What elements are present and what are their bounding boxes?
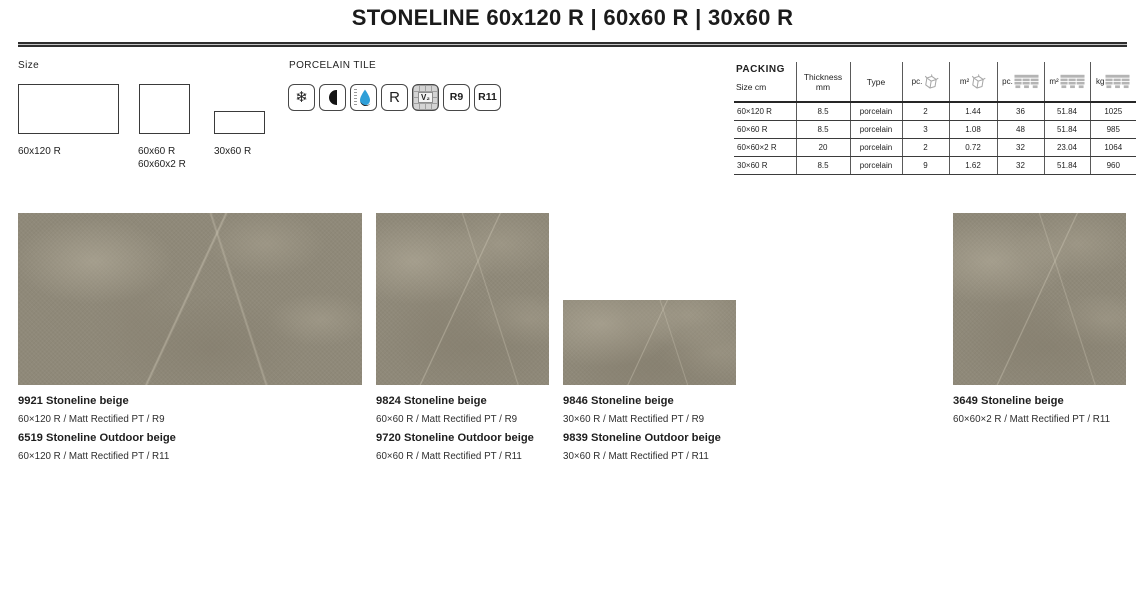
pc-box-unit-label: pc. [911,77,923,86]
packing-row-60x120 [734,102,1136,120]
pallet-icon [1105,74,1130,90]
packing-header-pc-box [902,62,949,102]
product-name: 9824 Stoneline beige [376,395,487,407]
packing-header-pc-pallet [997,62,1044,102]
cell-type: porcelain [850,120,902,138]
pc-pallet-unit-label: pc. [1002,77,1013,86]
product-spec: 30×60 R / Matt Rectified PT / R9 [563,413,705,425]
product-name: 9839 Stoneline Outdoor beige [563,432,721,445]
size-caption-30x60: 30x60 R [214,146,252,157]
cell-thickness: 8.5 [796,156,850,174]
thickness-header-label: Thickness mm [803,71,843,92]
cell-pc-box: 2 [902,138,949,156]
size-caption-60x120: 60x120 R [18,146,61,157]
type-header-label: Type [866,76,886,87]
snowflake-glyph: ❄ [295,89,308,106]
shade-variation-icon [319,84,346,111]
water-drop-glyph [357,89,373,107]
product-spec: 60×60 R / Matt Rectified PT / R9 [376,413,518,425]
packing-row-60x60x2 [734,138,1136,156]
packing-header-row [734,62,1136,102]
cell-pc-pallet: 32 [997,138,1044,156]
product-column-60x120 [18,392,176,467]
packing-header-kg-pallet [1090,62,1136,102]
cell-pc-pallet: 48 [997,120,1044,138]
cell-pc-box: 3 [902,120,949,138]
slip-rating-r11-icon [474,84,501,111]
product-spec: 60×60×2 R / Matt Rectified PT / R11 [953,413,1111,425]
product-column-30x60 [563,392,721,467]
product-name: 9921 Stoneline beige [18,395,129,407]
size-caption-60x60-line2: 60x60x2 R [138,159,186,170]
cell-thickness: 8.5 [796,102,850,120]
packing-row-30x60 [734,156,1136,174]
cell-type: porcelain [850,138,902,156]
cell-m2-pallet: 51.84 [1044,120,1090,138]
cell-m2-box: 1.08 [949,120,997,138]
title-divider [18,42,1127,47]
product-name: 9720 Stoneline Outdoor beige [376,432,534,445]
cell-size: 30×60 R [734,156,796,174]
m2-pallet-unit-label: m² [1049,77,1059,86]
cell-m2-box: 1.62 [949,156,997,174]
size-outline-60x60 [139,84,190,134]
cell-m2-pallet: 51.84 [1044,102,1090,120]
size-section-label: Size [18,60,40,71]
cell-type: porcelain [850,102,902,120]
product-spec: 30×60 R / Matt Rectified PT / R11 [563,451,709,463]
packing-header-thickness [796,62,850,102]
m2-box-unit-label: m² [959,77,970,86]
packing-title: PACKING [736,64,785,75]
product-column-60x60 [376,392,534,467]
cell-size: 60×60×2 R [734,138,796,156]
cell-pc-pallet: 32 [997,156,1044,174]
feature-icon-row [288,84,501,111]
cell-m2-pallet: 23.04 [1044,138,1090,156]
cell-size: 60×120 R [734,102,796,120]
tile-swatch-60x60x2 [953,213,1126,385]
product-spec: 60×120 R / Matt Rectified PT / R9 [18,413,165,425]
porcelain-tile-label: PORCELAIN TILE [289,60,377,71]
product-column-60x60x2 [953,392,1110,429]
product-spec: 60×60 R / Matt Rectified PT / R11 [376,451,522,463]
cell-pc-box: 9 [902,156,949,174]
half-moon-glyph [329,90,337,105]
cell-kg: 960 [1090,156,1136,174]
packing-header-m2-pallet [1044,62,1090,102]
size-outline-30x60 [214,111,265,134]
size-caption-60x60 [138,145,186,171]
cell-pc-box: 2 [902,102,949,120]
size-cm-header: Size cm [736,82,767,92]
product-name: 3649 Stoneline beige [953,395,1064,407]
cell-thickness: 20 [796,138,850,156]
pallet-icon [1060,74,1085,90]
cell-type: porcelain [850,156,902,174]
product-name: 9846 Stoneline beige [563,395,674,407]
packing-row-60x60 [734,120,1136,138]
tile-swatch-60x60 [376,213,549,385]
cell-kg: 1064 [1090,138,1136,156]
rectified-icon [381,84,408,111]
water-drop-icon [350,84,377,111]
r11-label: R11 [478,91,497,104]
product-spec: 60×120 R / Matt Rectified PT / R11 [18,451,170,463]
size-outline-60x120 [18,84,119,134]
slip-rating-r9-icon [443,84,470,111]
cell-pc-pallet: 36 [997,102,1044,120]
cell-size: 60×60 R [734,120,796,138]
r9-label: R9 [449,91,464,104]
cell-thickness: 8.5 [796,120,850,138]
page-title: STONELINE 60x120 R | 60x60 R | 30x60 R [351,5,794,30]
size-caption-60x60-line1: 60x60 R [138,146,176,157]
cell-m2-box: 0.72 [949,138,997,156]
frost-resistant-icon [288,84,315,111]
rectified-letter: R [389,89,400,106]
cell-m2-box: 1.44 [949,102,997,120]
carton-box-icon [922,71,941,91]
product-name: 6519 Stoneline Outdoor beige [18,432,176,445]
packing-header-size [734,62,796,102]
v2-label: V₂ [418,92,433,103]
cell-kg: 985 [1090,120,1136,138]
pallet-icon [1014,74,1039,90]
scale-strip-glyph [354,89,357,106]
kg-pallet-unit-label: kg [1096,77,1105,86]
packing-header-m2-box [949,62,997,102]
v2-shade-variation-icon [412,84,439,111]
tile-swatch-60x120 [18,213,362,385]
tile-swatch-30x60 [563,300,736,385]
packing-table [734,62,1136,175]
packing-header-type [850,62,902,102]
carton-box-icon [969,71,988,91]
cell-m2-pallet: 51.84 [1044,156,1090,174]
cell-kg: 1025 [1090,102,1136,120]
